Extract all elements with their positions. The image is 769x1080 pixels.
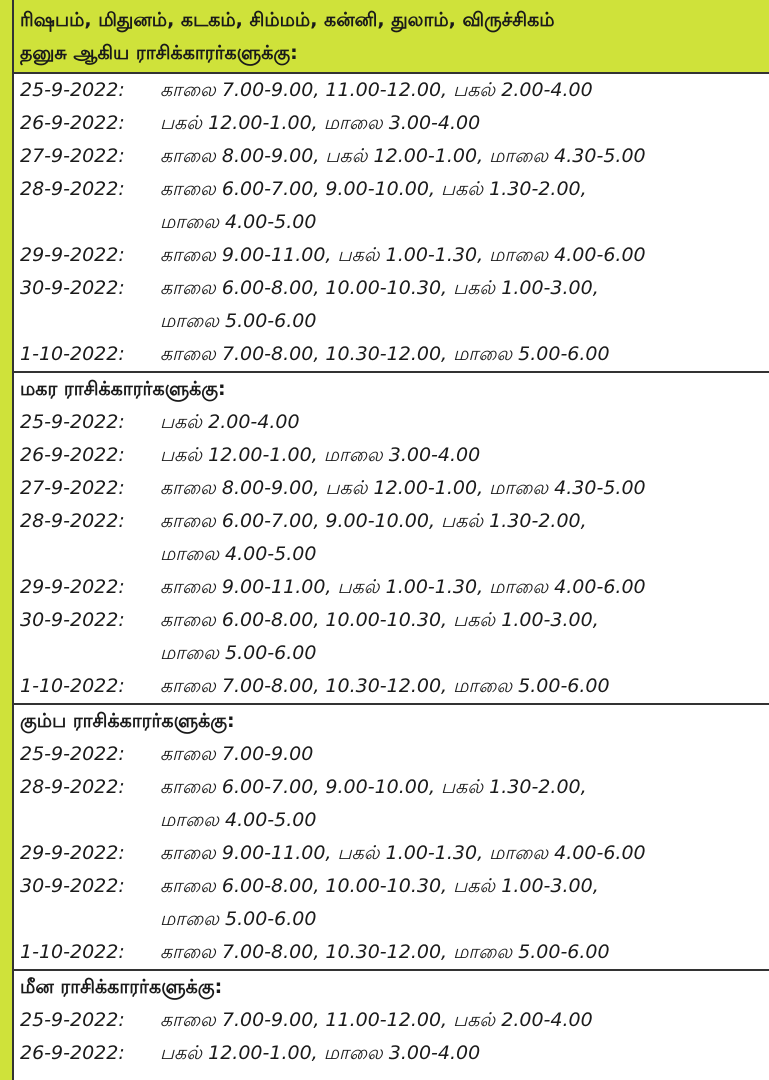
schedule-row	[14, 837, 769, 870]
schedule-row	[14, 1004, 769, 1037]
schedule-row	[14, 173, 769, 206]
schedule-row-continuation	[14, 305, 769, 338]
row-times: காலை 7.00-8.00, 10.30-12.00, மாலை 5.00-6.00	[160, 941, 610, 963]
section-header-line: கும்ப ராசிக்காரர்களுக்கு:	[20, 710, 235, 732]
row-times: மாலை 4.00-5.00	[160, 809, 317, 831]
schedule-frame	[12, 0, 769, 1080]
row-times: காலை 6.00-7.00, 9.00-10.00, பகல் 1.30-2.00,	[160, 178, 587, 200]
row-date: 25-9-2022:	[20, 79, 125, 101]
section-meena	[14, 971, 769, 1070]
schedule-row	[14, 338, 769, 371]
row-date: 1-10-2022:	[20, 675, 125, 697]
schedule-row	[14, 505, 769, 538]
row-times: காலை 6.00-8.00, 10.00-10.30, பகல் 1.00-3.00,	[160, 875, 599, 897]
schedule-row	[14, 604, 769, 637]
section-header	[14, 971, 769, 1004]
row-times: பகல் 12.00-1.00, மாலை 3.00-4.00	[160, 1042, 481, 1064]
row-times: பகல் 2.00-4.00	[160, 411, 300, 433]
row-date: 29-9-2022:	[20, 244, 125, 266]
schedule-row-continuation	[14, 903, 769, 936]
schedule-row	[14, 74, 769, 107]
row-times: காலை 8.00-9.00, பகல் 12.00-1.00, மாலை 4.30-5.00	[160, 145, 646, 167]
row-date: 1-10-2022:	[20, 343, 125, 365]
row-times: காலை 7.00-9.00, 11.00-12.00, பகல் 2.00-4.00	[160, 79, 593, 101]
schedule-row	[14, 406, 769, 439]
section-header-line: தனுசு ஆகிய ராசிக்காரர்களுக்கு:	[20, 42, 298, 64]
row-date: 26-9-2022:	[20, 1042, 125, 1064]
section-header	[14, 0, 769, 74]
schedule-row-continuation	[14, 637, 769, 670]
section-kumbha	[14, 705, 769, 971]
row-date: 30-9-2022:	[20, 277, 125, 299]
row-date: 28-9-2022:	[20, 510, 125, 532]
row-date: 26-9-2022:	[20, 112, 125, 134]
row-times: காலை 7.00-9.00	[160, 743, 314, 765]
row-date: 28-9-2022:	[20, 178, 125, 200]
row-times: காலை 7.00-8.00, 10.30-12.00, மாலை 5.00-6.00	[160, 343, 610, 365]
row-date: 25-9-2022:	[20, 411, 125, 433]
schedule-row-continuation	[14, 206, 769, 239]
row-times: காலை 7.00-9.00, 11.00-12.00, பகல் 2.00-4.00	[160, 1009, 593, 1031]
schedule-row	[14, 107, 769, 140]
row-date: 30-9-2022:	[20, 875, 125, 897]
row-date: 29-9-2022:	[20, 576, 125, 598]
row-date: 25-9-2022:	[20, 743, 125, 765]
row-times: காலை 6.00-7.00, 9.00-10.00, பகல் 1.30-2.00,	[160, 776, 587, 798]
row-date: 30-9-2022:	[20, 609, 125, 631]
schedule-row	[14, 272, 769, 305]
schedule-row-continuation	[14, 804, 769, 837]
row-times: பகல் 12.00-1.00, மாலை 3.00-4.00	[160, 444, 481, 466]
section-header-line: மகர ராசிக்காரர்களுக்கு:	[20, 378, 226, 400]
schedule-row	[14, 239, 769, 272]
row-times: பகல் 12.00-1.00, மாலை 3.00-4.00	[160, 112, 481, 134]
schedule-row-continuation	[14, 538, 769, 571]
section-header	[14, 705, 769, 738]
row-times: மாலை 4.00-5.00	[160, 211, 317, 233]
row-date: 27-9-2022:	[20, 145, 125, 167]
row-date: 29-9-2022:	[20, 842, 125, 864]
row-date: 26-9-2022:	[20, 444, 125, 466]
row-times: காலை 6.00-8.00, 10.00-10.30, பகல் 1.00-3.00,	[160, 277, 599, 299]
row-date: 28-9-2022:	[20, 776, 125, 798]
section-header	[14, 373, 769, 406]
left-accent-strip	[0, 0, 12, 1080]
schedule-row	[14, 439, 769, 472]
section-rishabam-group	[14, 0, 769, 373]
schedule-row	[14, 936, 769, 969]
schedule-row	[14, 870, 769, 903]
row-times: காலை 9.00-11.00, பகல் 1.00-1.30, மாலை 4.00-6.00	[160, 244, 646, 266]
row-times: காலை 6.00-8.00, 10.00-10.30, பகல் 1.00-3.00,	[160, 609, 599, 631]
section-header-line: மீன ராசிக்காரர்களுக்கு:	[20, 976, 223, 998]
row-times: மாலை 4.00-5.00	[160, 543, 317, 565]
schedule-row	[14, 771, 769, 804]
row-date: 25-9-2022:	[20, 1009, 125, 1031]
section-makara	[14, 373, 769, 705]
schedule-row	[14, 738, 769, 771]
row-times: காலை 8.00-9.00, பகல் 12.00-1.00, மாலை 4.30-5.00	[160, 477, 646, 499]
schedule-row	[14, 472, 769, 505]
row-times: காலை 9.00-11.00, பகல் 1.00-1.30, மாலை 4.00-6.00	[160, 576, 646, 598]
row-times: காலை 6.00-7.00, 9.00-10.00, பகல் 1.30-2.00,	[160, 510, 587, 532]
schedule-row	[14, 1037, 769, 1070]
schedule-row	[14, 140, 769, 173]
row-times: மாலை 5.00-6.00	[160, 310, 317, 332]
row-times: காலை 7.00-8.00, 10.30-12.00, மாலை 5.00-6.00	[160, 675, 610, 697]
schedule-row	[14, 670, 769, 703]
row-date: 27-9-2022:	[20, 477, 125, 499]
row-times: மாலை 5.00-6.00	[160, 642, 317, 664]
section-header-line: ரிஷபம், மிதுனம், கடகம், சிம்மம், கன்னி, துலாம், விருச்சிகம்	[20, 9, 555, 31]
schedule-row	[14, 571, 769, 604]
row-times: காலை 9.00-11.00, பகல் 1.00-1.30, மாலை 4.00-6.00	[160, 842, 646, 864]
row-times: மாலை 5.00-6.00	[160, 908, 317, 930]
row-date: 1-10-2022:	[20, 941, 125, 963]
